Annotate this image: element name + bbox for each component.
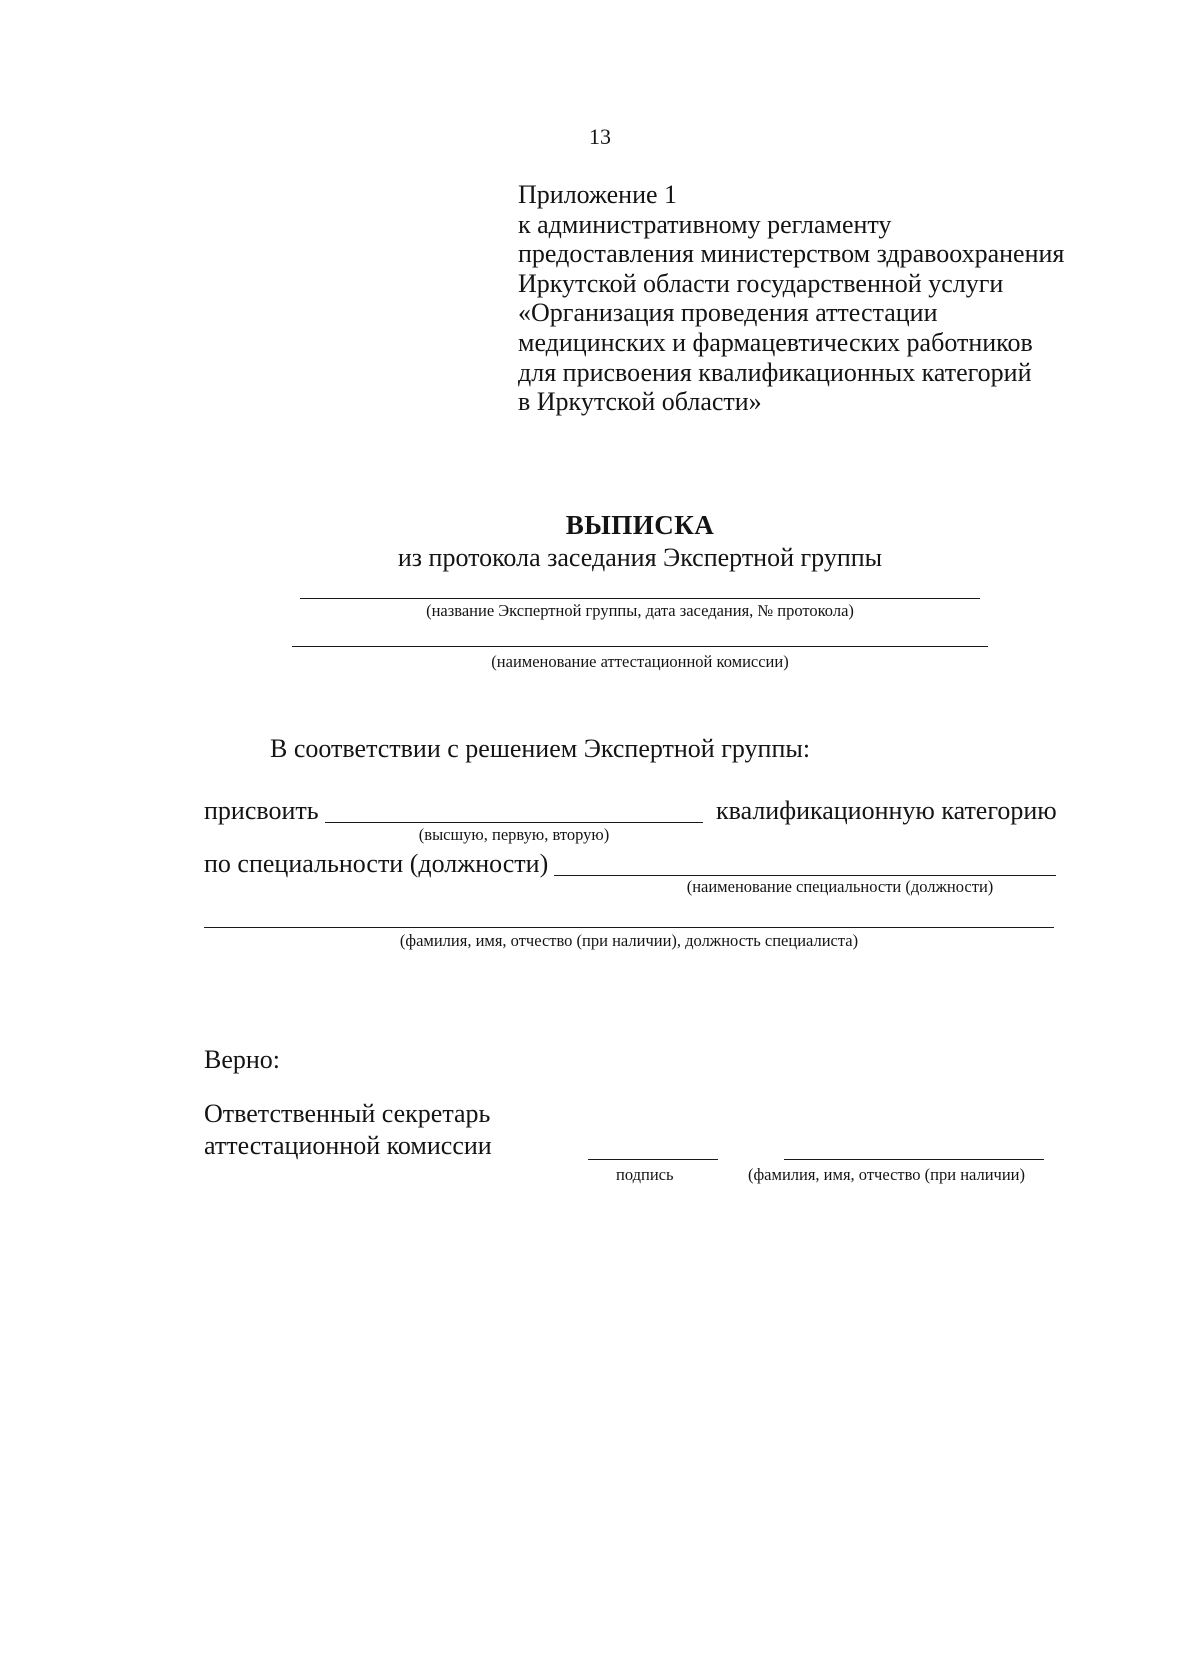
signature-blank-line (588, 1159, 718, 1160)
name-blank-line (784, 1159, 1044, 1160)
expert-group-caption: (название Экспертной группы, дата заседания, № протокола) (426, 601, 854, 620)
assign-label: присвоить (204, 796, 319, 825)
secretary-title-line1: Ответственный секретарь (204, 1099, 491, 1128)
appendix-line: Приложение 1 (518, 180, 678, 209)
category-label: квалификационную категорию (716, 796, 1057, 825)
name-caption: (фамилия, имя, отчество (при наличии) (748, 1165, 1026, 1184)
specialty-blank-line (554, 875, 1056, 876)
appendix-header (518, 180, 1064, 417)
page-number: 13 (589, 124, 611, 149)
commission-blank-line (292, 646, 988, 647)
signature-caption: подпись (616, 1165, 674, 1184)
appendix-line: Иркутской области государственной услуги (518, 268, 1004, 298)
appendix-line: к административному регламенту (518, 209, 892, 239)
appendix-line: в Иркутской области» (518, 387, 762, 417)
person-blank-line (204, 927, 1054, 928)
verified-label: Верно: (204, 1045, 281, 1074)
person-caption: (фамилия, имя, отчество (при наличии), должность специалиста) (399, 931, 859, 950)
specialty-label: по специальности (должности) (204, 849, 549, 878)
decision-intro: В соответствии с решением Экспертной группы: (270, 734, 811, 763)
appendix-line: предоставления министерством здравоохранения (518, 239, 1065, 269)
appendix-line: медицинских и фармацевтических работников (518, 327, 1033, 357)
appendix-line: «Организация проведения аттестации (518, 298, 938, 328)
category-caption: (высшую, первую, вторую) (418, 825, 610, 844)
expert-group-blank-line (300, 598, 980, 599)
commission-caption: (наименование аттестационной комиссии) (491, 652, 789, 671)
document-subtitle: из протокола заседания Экспертной группы (397, 543, 883, 572)
secretary-title-line2: аттестационной комиссии (204, 1131, 492, 1160)
category-blank-line (325, 822, 703, 823)
document-title: ВЫПИСКА (565, 510, 715, 540)
specialty-caption: (наименование специальности (должности) (686, 877, 994, 896)
appendix-line: для присвоения квалификационных категорий (518, 357, 1032, 387)
